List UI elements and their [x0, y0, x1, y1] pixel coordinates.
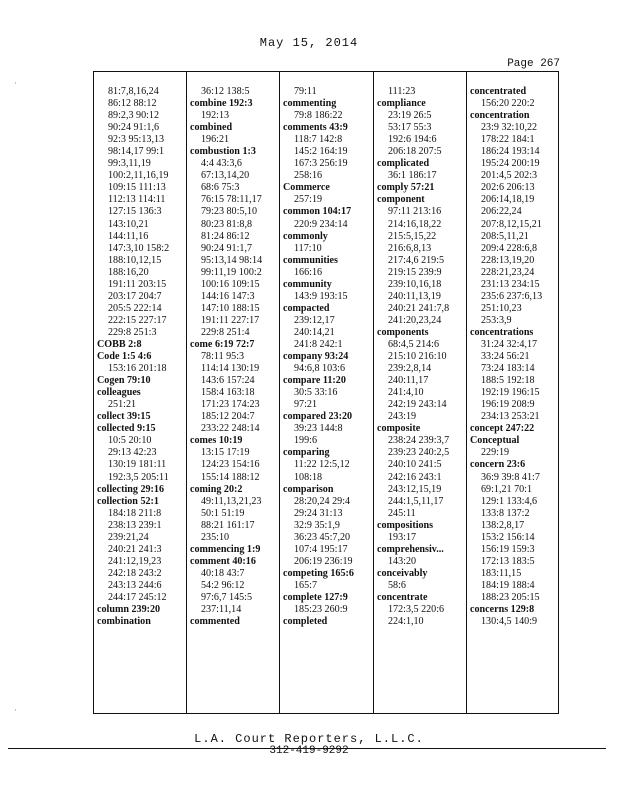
index-reference: 144:16 147:3 [201, 290, 255, 302]
index-reference: 36:1 186:17 [388, 170, 437, 182]
column-divider [373, 72, 374, 713]
index-reference: 68:4,5 214:6 [388, 338, 440, 350]
index-reference: 202:6 206:13 [481, 182, 535, 194]
index-reference: 205:5 222:14 [108, 302, 162, 314]
index-reference: 183:11,15 [481, 567, 522, 579]
index-reference: 240:21 241:3 [108, 543, 162, 555]
index-reference: 39:23 144:8 [294, 423, 343, 435]
index-reference: 109:15 111:13 [108, 182, 166, 194]
index-reference: 143:20 [388, 555, 417, 567]
column-divider [186, 72, 187, 713]
index-reference: 89:2,3 90:12 [108, 110, 160, 122]
index-term: communities [283, 254, 338, 266]
footer-company: L.A. Court Reporters, L.L.C. [194, 732, 424, 746]
index-term: conceivably [377, 567, 428, 579]
index-reference: 239:21,24 [108, 531, 149, 543]
index-reference: 99:11,19 100:2 [201, 266, 262, 278]
index-reference: 224:1,10 [388, 616, 424, 628]
index-reference: 166:16 [294, 266, 323, 278]
index-term: concerns 129:8 [470, 604, 535, 616]
index-reference: 158:4 163:18 [201, 387, 255, 399]
index-reference: 240:14,21 [294, 326, 335, 338]
index-reference: 239:2,8,14 [388, 363, 432, 375]
index-reference: 203:17 204:7 [108, 290, 162, 302]
index-reference: 243:19 [388, 411, 417, 423]
index-term: colleagues [97, 387, 141, 399]
index-reference: 215:10 216:10 [388, 351, 447, 363]
index-reference: 220:9 234:14 [294, 218, 348, 230]
index-reference: 127:15 136:3 [108, 206, 162, 218]
margin-mark: · [14, 705, 17, 715]
index-reference: 88:21 161:17 [201, 519, 255, 531]
index-reference: 129:1 133:4,6 [481, 495, 538, 507]
index-reference: 130:19 181:11 [108, 459, 167, 471]
footer-phone: 312-419-9292 [269, 745, 349, 757]
index-reference: 242:16 243:1 [388, 471, 442, 483]
index-reference: 58:6 [388, 579, 406, 591]
index-reference: 239:23 240:2,5 [388, 447, 450, 459]
index-reference: 29:24 31:13 [294, 507, 343, 519]
index-term: composite [377, 423, 421, 435]
index-term: concentrate [377, 591, 428, 603]
index-reference: 143:9 193:15 [294, 290, 348, 302]
index-reference: 196:19 208:9 [481, 399, 535, 411]
index-reference: 98:14,17 99:1 [108, 146, 165, 158]
index-reference: 201:4,5 202:3 [481, 170, 538, 182]
index-reference: 216:6,8,13 [388, 242, 432, 254]
index-reference: 67:13,14,20 [201, 170, 250, 182]
index-reference: 133:8 137:2 [481, 507, 530, 519]
index-reference: 195:24 200:19 [481, 158, 540, 170]
index-reference: 155:14 188:12 [201, 471, 260, 483]
index-reference: 257:19 [294, 194, 323, 206]
index-reference: 33:24 56:21 [481, 351, 530, 363]
index-reference: 53:17 55:3 [388, 122, 432, 134]
index-reference: 240:11,13,19 [388, 290, 441, 302]
index-column-1 [97, 86, 169, 628]
index-term: compliance [377, 98, 426, 110]
index-term: comment 40:16 [190, 555, 256, 567]
index-reference: 192:3,5 205:11 [108, 471, 169, 483]
index-reference: 229:8 251:3 [108, 326, 157, 338]
index-reference: 92:3 95:13,13 [108, 134, 165, 146]
index-reference: 69:1,21 70:1 [481, 483, 533, 495]
index-reference: 36:12 138:5 [201, 86, 250, 97]
index-reference: 229:19 [481, 447, 510, 459]
index-term: collected 9:15 [97, 423, 156, 435]
index-column-4 [377, 86, 449, 628]
index-reference: 11:22 12:5,12 [294, 459, 350, 471]
index-reference: 242:18 243:2 [108, 567, 162, 579]
index-reference: 94:6,8 103:6 [294, 363, 346, 375]
index-reference: 31:24 32:4,17 [481, 338, 538, 350]
index-reference: 10:5 20:10 [108, 435, 152, 447]
index-reference: 86:12 88:12 [108, 98, 157, 110]
index-reference: 238:24 239:3,7 [388, 435, 450, 447]
index-term: coming 20:2 [190, 483, 243, 495]
index-term: comprehensiv... [377, 543, 444, 555]
index-term: comparison [283, 483, 334, 495]
index-reference: 108:18 [294, 471, 323, 483]
index-term: compositions [377, 519, 434, 531]
index-reference: 78:11 95:3 [201, 351, 245, 363]
index-reference: 191:11 227:17 [201, 314, 260, 326]
index-reference: 206:22,24 [481, 206, 522, 218]
index-reference: 28:20,24 29:4 [294, 495, 351, 507]
index-reference: 206:18 207:5 [388, 146, 442, 158]
index-reference: 206:14,18,19 [481, 194, 535, 206]
margin-mark: · [14, 78, 17, 88]
index-term: concentrated [470, 86, 527, 97]
column-divider [466, 72, 467, 713]
index-reference: 165:7 [294, 579, 317, 591]
index-term: component [377, 194, 425, 206]
index-reference: 219:15 239:9 [388, 266, 442, 278]
index-reference: 124:23 154:16 [201, 459, 260, 471]
index-reference: 241:20,23,24 [388, 314, 442, 326]
index-reference: 23:19 26:5 [388, 110, 432, 122]
index-reference: 192:13 [201, 110, 230, 122]
index-column-3 [283, 86, 354, 628]
index-reference: 237:11,14 [201, 604, 242, 616]
index-reference: 23:9 32:10,22 [481, 122, 538, 134]
index-reference: 240:21 241:7,8 [388, 302, 450, 314]
index-reference: 188:23 205:15 [481, 591, 540, 603]
index-reference: 208:5,11,21 [481, 230, 529, 242]
index-reference: 143:6 157:24 [201, 375, 255, 387]
index-term: combined [190, 122, 233, 134]
index-reference: 241:8 242:1 [294, 338, 343, 350]
index-term: Commerce [283, 182, 330, 194]
index-term: column 239:20 [97, 604, 161, 616]
index-reference: 143:10,21 [108, 218, 149, 230]
index-reference: 156:20 220:2 [481, 98, 535, 110]
index-reference: 192:19 196:15 [481, 387, 540, 399]
index-reference: 99:3,11,19 [108, 158, 151, 170]
index-reference: 231:13 234:15 [481, 278, 540, 290]
index-reference: 97:6,7 145:5 [201, 591, 253, 603]
index-reference: 79:11 [294, 86, 317, 97]
index-reference: 229:8 251:4 [201, 326, 250, 338]
index-reference: 199:6 [294, 435, 317, 447]
index-reference: 54:2 96:12 [201, 579, 245, 591]
index-reference: 80:23 81:8,8 [201, 218, 253, 230]
index-reference: 73:24 183:14 [481, 363, 535, 375]
index-reference: 97:11 213:16 [388, 206, 442, 218]
index-term: combine 192:3 [190, 98, 253, 110]
index-term: community [283, 278, 332, 290]
index-reference: 188:16,20 [108, 266, 149, 278]
index-reference: 191:11 203:15 [108, 278, 167, 290]
index-reference: 13:15 17:19 [201, 447, 250, 459]
index-reference: 97:21 [294, 399, 317, 411]
index-reference: 81:7,8,16,24 [108, 86, 159, 97]
column-divider [279, 72, 280, 713]
index-reference: 244:1,5,11,17 [388, 495, 444, 507]
index-reference: 90:24 91:1,6 [108, 122, 160, 134]
index-reference: 153:16 201:18 [108, 363, 167, 375]
index-term: complicated [377, 158, 430, 170]
index-reference: 206:19 236:19 [294, 555, 353, 567]
index-reference: 171:23 174:23 [201, 399, 260, 411]
index-reference: 188:5 192:18 [481, 375, 535, 387]
index-reference: 239:10,16,18 [388, 278, 442, 290]
index-term: complete 127:9 [283, 591, 348, 603]
index-term: commented [190, 616, 240, 628]
index-reference: 185:23 260:9 [294, 604, 348, 616]
index-reference: 217:4,6 219:5 [388, 254, 445, 266]
index-reference: 117:10 [294, 242, 322, 254]
index-reference: 193:17 [388, 531, 417, 543]
index-reference: 32:9 35:1,9 [294, 519, 340, 531]
index-term: company 93:24 [283, 351, 349, 363]
index-reference: 29:13 42:23 [108, 447, 157, 459]
index-reference: 76:15 78:11,17 [201, 194, 262, 206]
index-term: collect 39:15 [97, 411, 151, 423]
index-frame [93, 71, 559, 714]
index-term: commencing 1:9 [190, 543, 261, 555]
index-reference: 234:13 253:21 [481, 411, 540, 423]
index-term: competing 165:6 [283, 567, 354, 579]
index-term: comes 10:19 [190, 435, 243, 447]
index-reference: 36:9 39:8 41:7 [481, 471, 540, 483]
index-term: concept 247:22 [470, 423, 535, 435]
index-reference: 4:4 43:3,6 [201, 158, 242, 170]
index-column-5 [470, 86, 542, 628]
index-reference: 184:18 211:8 [108, 507, 162, 519]
index-reference: 240:10 241:5 [388, 459, 442, 471]
index-reference: 244:17 245:12 [108, 591, 167, 603]
index-term: Code 1:5 4:6 [97, 351, 152, 363]
index-reference: 207:8,12,15,21 [481, 218, 542, 230]
index-reference: 209:4 228:6,8 [481, 242, 538, 254]
index-term: concern 23:6 [470, 459, 526, 471]
index-reference: 215:5,15,22 [388, 230, 437, 242]
index-term: collection 52:1 [97, 495, 159, 507]
index-reference: 79:23 80:5,10 [201, 206, 258, 218]
index-reference: 228:13,19,20 [481, 254, 535, 266]
index-reference: 30:5 33:16 [294, 387, 338, 399]
index-reference: 130:4,5 140:9 [481, 616, 538, 628]
index-term: COBB 2:8 [97, 338, 142, 350]
index-term: components [377, 326, 429, 338]
index-term: Cogen 79:10 [97, 375, 151, 387]
index-term: concentrations [470, 326, 534, 338]
index-reference: 81:24 86:12 [201, 230, 250, 242]
index-reference: 186:24 193:14 [481, 146, 540, 158]
index-term: commenting [283, 98, 337, 110]
index-reference: 145:2 164:19 [294, 146, 348, 158]
index-reference: 251:10,23 [481, 302, 522, 314]
index-reference: 253:3,9 [481, 314, 512, 326]
index-reference: 243:13 244:6 [108, 579, 162, 591]
index-reference: 240:11,17 [388, 375, 429, 387]
index-term: comments 43:9 [283, 122, 348, 134]
index-term: come 6:19 72:7 [190, 338, 255, 350]
index-reference: 241:4,10 [388, 387, 424, 399]
index-reference: 156:19 159:3 [481, 543, 535, 555]
index-reference: 241:12,19,23 [108, 555, 162, 567]
index-reference: 228:21,23,24 [481, 266, 535, 278]
index-reference: 222:15 227:17 [108, 314, 167, 326]
index-reference: 233:22 248:14 [201, 423, 260, 435]
index-reference: 107:4 195:17 [294, 543, 348, 555]
index-reference: 36:23 45:7,20 [294, 531, 351, 543]
index-term: combination [97, 616, 151, 628]
index-reference: 188:10,12,15 [108, 254, 162, 266]
index-reference: 153:2 156:14 [481, 531, 535, 543]
index-reference: 172:13 183:5 [481, 555, 535, 567]
index-term: compare 11:20 [283, 375, 346, 387]
index-reference: 196:21 [201, 134, 230, 146]
index-reference: 49:11,13,21,23 [201, 495, 262, 507]
index-reference: 90:24 91:1,7 [201, 242, 253, 254]
index-term: commonly [283, 230, 328, 242]
index-term: Conceptual [470, 435, 520, 447]
index-reference: 167:3 256:19 [294, 158, 348, 170]
index-reference: 100:16 109:15 [201, 278, 260, 290]
index-reference: 147:10 188:15 [201, 302, 260, 314]
index-reference: 100:2,11,16,19 [108, 170, 169, 182]
index-reference: 238:13 239:1 [108, 519, 162, 531]
index-term: compared 23:20 [283, 411, 353, 423]
index-term: comply 57:21 [377, 182, 435, 194]
index-term: combustion 1:3 [190, 146, 256, 158]
index-reference: 192:6 194:6 [388, 134, 437, 146]
index-reference: 178:22 184:1 [481, 134, 535, 146]
index-reference: 185:12 204:7 [201, 411, 255, 423]
page-number: Page 267 [507, 58, 560, 70]
index-term: common 104:17 [283, 206, 352, 218]
index-column-2 [190, 86, 262, 628]
index-reference: 40:18 43:7 [201, 567, 245, 579]
index-term: concentration [470, 110, 530, 122]
index-reference: 118:7 142:8 [294, 134, 343, 146]
index-reference: 258:16 [294, 170, 323, 182]
index-reference: 147:3,10 158:2 [108, 242, 170, 254]
index-reference: 214:16,18,22 [388, 218, 442, 230]
index-term: completed [283, 616, 328, 628]
index-term: collecting 29:16 [97, 483, 164, 495]
index-reference: 95:13,14 98:14 [201, 254, 263, 266]
index-reference: 184:19 188:4 [481, 579, 535, 591]
index-reference: 172:3,5 220:6 [388, 604, 445, 616]
index-reference: 242:19 243:14 [388, 399, 447, 411]
index-term: comparing [283, 447, 330, 459]
index-reference: 50:1 51:19 [201, 507, 245, 519]
index-reference: 239:12,17 [294, 314, 335, 326]
index-reference: 235:6 237:6,13 [481, 290, 543, 302]
index-term: compacted [283, 302, 330, 314]
index-reference: 111:23 [388, 86, 416, 97]
index-reference: 138:2,8,17 [481, 519, 525, 531]
index-reference: 235:10 [201, 531, 230, 543]
index-reference: 251:21 [108, 399, 137, 411]
index-reference: 245:11 [388, 507, 416, 519]
index-reference: 79:8 186:22 [294, 110, 343, 122]
index-reference: 144:11,16 [108, 230, 149, 242]
index-reference: 68:6 75:3 [201, 182, 240, 194]
index-reference: 112:13 114:11 [108, 194, 166, 206]
index-reference: 114:14 130:19 [201, 363, 260, 375]
page-date: May 15, 2014 [259, 36, 359, 50]
index-reference: 243:12,15,19 [388, 483, 442, 495]
